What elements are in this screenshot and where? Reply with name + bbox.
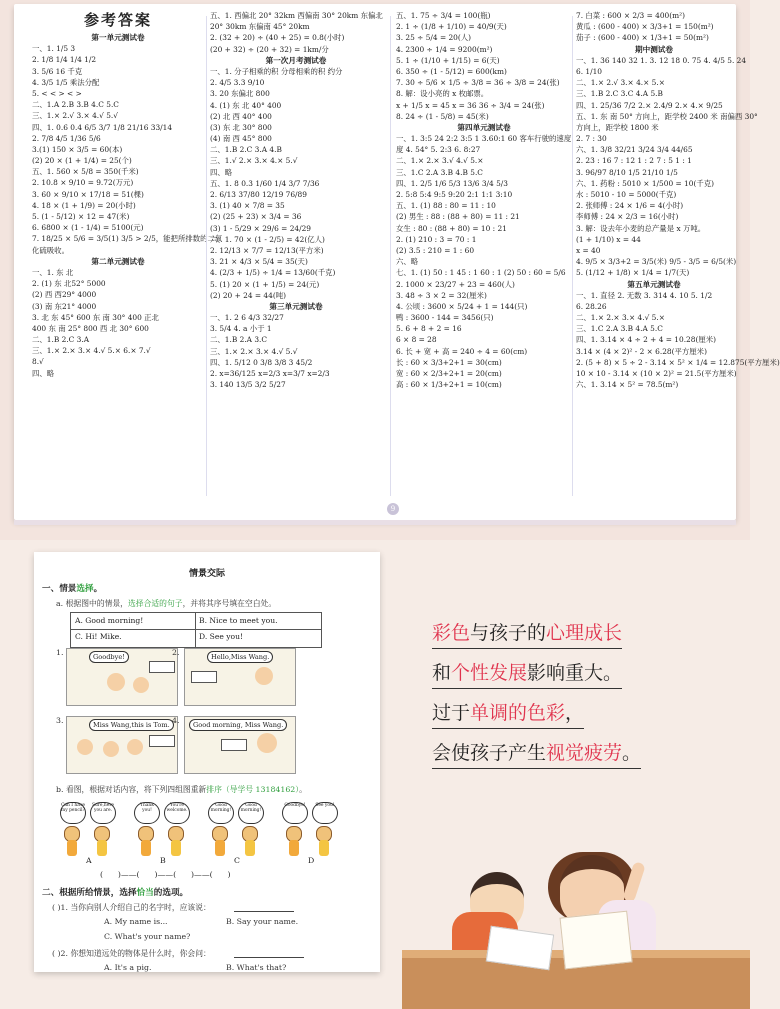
answer-line: 女生 : 80 : (88 + 80) = 10 : 21: [396, 223, 507, 233]
answer-line: 四、1. 25/36 7/2 2.× 2.4/9 2.× 4.× 9/25: [576, 100, 723, 110]
answer-line: 6. 28.26: [576, 301, 607, 311]
answer-line: 三、1.C 2.A 3.B 4.B 5.C: [396, 167, 483, 177]
answer-line: 3. 20 东偏北 800: [210, 89, 270, 99]
answer-line: 三、1.× 2.× 3.× 4.√ 5.× 6.× 7.√: [32, 346, 151, 356]
child-figure: [257, 733, 277, 753]
answer-line: 3. 140 13/5 3/2 5/27: [210, 380, 286, 390]
answer-line: 2. 23 : 16 7 : 12 1 : 2 7 : 5 1 : 1: [576, 156, 692, 166]
answer-line: (1 + 1/10) x = 44: [576, 234, 641, 244]
answer-column-4: [576, 10, 780, 390]
answer-column-2: [210, 10, 382, 390]
answer-line: 4. (2/3 + 1/5) ÷ 1/4 = 13/60(千克): [210, 268, 336, 278]
answer-line: 三、1.× 2.√ 3.× 4.√ 5.√: [32, 111, 118, 121]
answer-line: 宽 : 60 × 2/3+2+1 = 20(cm): [396, 369, 502, 378]
answer-line: (3) 南 东21° 4000: [32, 301, 97, 311]
exercise-title: 情景交际: [188, 569, 225, 579]
answer-line: (2) 20 + 24 = 44(吨): [210, 290, 286, 300]
answer-line: 5. 1 ÷ (1/10 + 1/15) = 6(天): [396, 55, 500, 65]
answer-line: 五、1. (1) 88 : 80 = 11 : 10: [396, 201, 496, 211]
scene-1: [66, 648, 178, 706]
answer-line: 方向上，距学校 1800 米: [576, 122, 659, 132]
answer-line: 6. 6800 × (1 - 1/4) = 5100(元): [32, 223, 144, 233]
answer-line: 5. (1/12 + 1/8) × 1/4 = 1/7(天): [576, 268, 690, 278]
answer-line: 20° 30km 东偏南 45° 20km: [210, 22, 310, 32]
answer-blank[interactable]: [221, 739, 247, 751]
answer-line: 一、1. 1/5 3: [32, 44, 76, 54]
kid-speech-bubble: Good morning!: [208, 802, 234, 824]
answer-line: (2) 男生 : 88 : (88 + 80) = 11 : 21: [396, 212, 520, 222]
answer-blank[interactable]: [149, 735, 175, 747]
answer-line: 3. 5/6 16 千克: [32, 66, 83, 76]
drawing-paper: [559, 911, 632, 970]
kid-speech-bubble: Thank you!: [134, 802, 160, 824]
answer-line: (2) 20 × (1 + 1/4) = 25(个): [32, 156, 132, 166]
q1-option-c[interactable]: C. What's your name?: [104, 932, 191, 941]
kid-body: [67, 840, 77, 856]
answer-column-3: [396, 10, 572, 390]
answer-line: 一、1. 36 140 32 1. 3. 12 18 0. 75 4. 4/5 5. 24: [576, 55, 747, 65]
answer-line: 5. < < > < >: [32, 88, 82, 98]
child-figure: [77, 739, 93, 755]
kid-body: [245, 840, 255, 856]
answer-line: 3. 25 ÷ 5/4 = 20(人): [396, 33, 472, 43]
answer-title: 参考答案: [83, 11, 152, 29]
option-a: A. Good morning!: [75, 616, 144, 625]
answer-line: (20 + 32) ÷ (20 + 32) = 1km/分: [210, 44, 329, 54]
answer-underline: [234, 957, 304, 958]
answer-line: x = 40: [576, 245, 601, 255]
answer-line: 4. 3/5 1/5 乘法分配: [32, 77, 100, 87]
group-label: D: [308, 856, 315, 865]
answer-line: 2. 1000 × 23/27 + 23 = 460(人): [396, 279, 515, 289]
answer-line: 五、1. 8 0.3 1/60 1/4 3/7 7/36: [210, 178, 320, 188]
answer-line: 3. 96/97 8/10 1/5 21/10 1/5: [576, 167, 678, 177]
slogan-line: [432, 738, 641, 769]
answer-blank[interactable]: [191, 671, 217, 683]
answer-line: 四、略: [210, 167, 233, 177]
scene-4: [184, 716, 296, 774]
answer-line: 六、1. 药粉 : 5010 × 1/500 = 10(千克): [576, 178, 714, 188]
options-divider: [195, 613, 196, 647]
group-label: B: [160, 856, 166, 865]
options-box: [70, 612, 322, 648]
answer-line: 二、1.B 2.C 3.A 4.B: [210, 145, 282, 155]
child-figure: [103, 741, 119, 757]
answer-line: 5. (1) 20 × (1 + 1/5) = 24(元): [210, 279, 320, 289]
answer-section-heading: 期中测试卷: [635, 44, 673, 54]
q1-option-a[interactable]: A. My name is...: [104, 917, 168, 926]
answer-line: 6. 长 + 宽 + 高 = 240 ÷ 4 = 60(cm): [396, 346, 528, 356]
answer-line: 2. 12/13 × 7/7 = 12/13(平方米): [210, 245, 324, 255]
slogan-line: [432, 618, 622, 649]
slogan-text: 影响重大。: [527, 662, 623, 684]
kid-speech-bubble: Good morning!: [238, 802, 264, 824]
column-divider: [390, 16, 391, 496]
answer-blank[interactable]: [149, 661, 175, 673]
answer-line: 一、1. 东 北: [32, 267, 74, 277]
options-divider: [71, 629, 321, 630]
slogan-text: 。: [622, 742, 642, 764]
answer-line: 七、1. (1) 50 : 1 45 : 1 60 : 1 (2) 50 : 60 = 5/6: [396, 268, 566, 278]
slogan-text: 会使孩子产生: [432, 742, 547, 764]
answer-line: 六、1. 3.14 × 5² = 78.5(m²): [576, 380, 679, 390]
answer-line: 二、1.B 2.C 3.A: [32, 335, 90, 345]
answer-line: 四、1. 0.6 0.4 6/5 3/7 1/8 21/16 33/14: [32, 122, 173, 132]
answer-line: 二、1.× 2.× 3.√ 4.√ 5.×: [396, 156, 484, 166]
column-divider: [572, 16, 573, 496]
scene-bubble: Hello,Miss Wang.: [207, 651, 273, 663]
answer-line: 三、1.B 2.C 3.C 4.A 5.B: [576, 89, 663, 99]
answer-line: 一、1. 分子相乘的积 分母相乘的积 约分: [210, 66, 343, 76]
answer-line: 3. 21 × 4/3 × 5/4 = 35(天): [210, 257, 308, 267]
child-figure: [107, 673, 125, 691]
group-label: A: [86, 856, 92, 865]
answer-section-heading: 第四单元测试卷: [457, 122, 511, 132]
answer-line: (2) (25 + 23) × 3/4 = 36: [210, 212, 302, 222]
answer-column-1: [32, 10, 223, 379]
answer-line: 6. 1/10: [576, 66, 602, 76]
q2-option-b[interactable]: B. What's that?: [226, 963, 287, 972]
answer-line: 六、1. 3/8 32/21 3/24 3/4 44/65: [576, 145, 693, 155]
answer-line: 2. (5 + 8) × 5 ÷ 2 - 3.14 × 5² × 1/4 = 12.875(平方厘米): [576, 357, 780, 367]
answer-line: 四、略: [32, 368, 55, 378]
answer-key-page: [14, 4, 780, 520]
answer-line: (4) 南 西 45° 800: [210, 134, 272, 144]
answer-line: 李师傅 : 24 × 2/3 = 16(小时): [576, 212, 679, 222]
slogan-highlight: 个性发展: [451, 662, 528, 684]
slogan-text: 过于: [432, 702, 471, 724]
scene-bubble: Good morning, Miss Wang.: [189, 719, 287, 731]
answer-line: 2. 4/5 3.3 9/10: [210, 78, 265, 88]
scene-number: 4.: [172, 716, 180, 725]
scene-number: 2.: [172, 648, 180, 657]
kid-body: [171, 840, 181, 856]
answer-line: 长 : 60 × 3/3+2+1 = 30(cm): [396, 357, 502, 367]
answer-line: 7. 30 ÷ 5/6 × 1/5 ÷ 3/8 = 36 ÷ 3/8 = 24(张): [396, 78, 560, 88]
answer-line: 六、略: [396, 257, 419, 267]
answer-line: 7. 白菜 : 600 × 2/3 = 400(m²): [576, 11, 685, 20]
answer-line: 三、1.√ 2.× 3.× 4.× 5.√: [210, 156, 298, 166]
scene-number: 1.: [56, 648, 64, 657]
answer-line: 黄瓜 : (600 - 400) × 3/3+1 = 150(m²): [576, 22, 714, 32]
slogan-text: 和: [432, 662, 452, 684]
answer-line: 2. x=36/125 x=2/3 x=3/7 x=2/3: [210, 369, 330, 378]
scene-number: 3.: [56, 716, 64, 725]
slogan-highlight: 视觉疲劳: [546, 742, 623, 764]
kid-body: [97, 840, 107, 856]
answer-line: 四、1. 5/12 0 3/8 3/8 3 45/2: [210, 357, 313, 367]
child-figure: [133, 677, 149, 693]
answer-line: 五、1. 560 × 5/8 = 350(千米): [32, 167, 139, 177]
answer-line: 四、1. 3.14 × 4 ÷ 2 + 4 = 10.28(厘米): [576, 335, 717, 345]
answer-line: 高 : 60 × 1/3+2+1 = 10(cm): [396, 380, 502, 390]
answer-line: (3) 1 - 5/29 × 29/6 = 24/29: [210, 223, 311, 233]
answer-line: 10 × 10 - 3.14 × (10 × 2)² = 21.5(平方厘米): [576, 369, 737, 378]
slogan-line: [432, 658, 622, 689]
slogan-line: [432, 698, 584, 729]
answer-line: 2. (1) 东 北52° 5000: [32, 279, 106, 289]
answer-line: x + 1/5 x = 45 x = 36 36 ÷ 3/4 = 24(张): [396, 100, 545, 110]
answer-line: 4. 9/5 × 3/3+2 = 3/5(米) 9/5 - 3/5 = 6/5(米): [576, 257, 737, 267]
instruction-b: b. 看图，根据对话内容，将下列四组图重新排序（导学号 13184162）。: [56, 785, 307, 794]
answer-line: 一、1. 直径 2. 无数 3. 314 4. 10 5. 1/2: [576, 290, 713, 300]
answer-line: 2. 1 ÷ (1/8 + 1/10) = 40/9(天): [396, 22, 507, 32]
answer-line: 4. (1) 东 北 40° 400: [210, 100, 282, 110]
group-label: C: [234, 856, 240, 865]
answer-line: 2. 5:8 5:4 9:5 9:20 2:1 1:1 3:10: [396, 190, 513, 199]
answer-line: 5. (1 - 5/12) × 12 = 47(米): [32, 212, 130, 221]
answer-line: 茄子 : (600 - 400) × 1/3+1 = 50(m²): [576, 33, 709, 43]
slogan-highlight: 心理成长: [546, 622, 623, 644]
answer-underline: [234, 911, 294, 912]
page-number: 9: [387, 503, 399, 515]
kid-speech-bubble: Can I have my pencil?: [60, 802, 86, 824]
answer-line: 8.√: [32, 357, 44, 367]
answer-line: 四、1. 2/5 1/6 5/3 13/6 3/4 5/3: [396, 178, 508, 188]
answer-line: 4. 18 × (1 + 1/9) = 20(小时): [32, 200, 136, 210]
answer-line: 化硫吸收。: [32, 245, 69, 255]
q1-option-b[interactable]: B. Say your name.: [226, 917, 299, 926]
answer-line: 2. (1) 210 : 3 = 70 : 1: [396, 234, 477, 244]
answer-line: 3. 60 × 9/10 × 17/18 = 51(棵): [32, 189, 144, 199]
kid-speech-bubble: You're welcome.: [164, 802, 190, 824]
answer-line: 二、1.× 2.× 3.× 4.√ 5.×: [576, 313, 665, 323]
kid-body: [289, 840, 299, 856]
answer-section-heading: 第二单元测试卷: [91, 256, 145, 266]
page-edge: [14, 520, 736, 525]
answer-line: 3. 解：设去年小麦的总产量是 x 万吨。: [576, 223, 706, 233]
q2-option-a[interactable]: A. It's a pig.: [104, 963, 152, 972]
answer-section-heading: 第三单元测试卷: [269, 301, 323, 311]
answer-line: 二、1.A 2.B 3.B 4.C 5.C: [32, 100, 119, 110]
answer-line: 7. 18/25 × 5/6 = 3/5(1) 3/5 > 2/5，能把所排数的二氧: [32, 234, 223, 244]
scene-3: [66, 716, 178, 774]
question-2: ( )2. 你想知道远处的物体是什么时，你会问：: [52, 949, 211, 958]
answer-line: 五、1. 75 ÷ 3/4 = 100(瓶): [396, 11, 491, 20]
answer-line: 2. 7/8 4/5 1/36 5/6: [32, 133, 101, 143]
answer-line: 五、1. 西偏北 20° 32km 西偏南 30° 20km 东偏北: [210, 11, 383, 20]
answer-line: 六、1. 70 × (1 - 2/5) = 42(亿人): [210, 234, 325, 244]
child-figure: [255, 667, 273, 685]
answer-line: 2. 1/8 1/4 1/4 1/2: [32, 55, 97, 65]
answer-line: 8. 解：设小亮的 x 枚邮票。: [396, 89, 489, 99]
slogan-highlight: 彩色: [432, 622, 471, 644]
answer-line: (2) 北 西 40° 400: [210, 111, 272, 121]
answer-line: 二、1.B 2.A 3.C: [210, 335, 268, 345]
section-1-heading: 一、情景选择。: [42, 584, 103, 594]
option-c: C. Hi! Mike.: [75, 632, 122, 641]
kid-body: [215, 840, 225, 856]
question-1: ( )1. 当你向别人介绍自己的名字时，应该说：: [52, 903, 211, 912]
kid-speech-bubble: Sure,here you are.: [90, 802, 116, 824]
answer-line: 五、1. 东 南 50° 方向上，距学校 2400 米 南偏西 30°: [576, 111, 758, 121]
child-figure: [127, 739, 143, 755]
answer-line: 8. 24 ÷ (1 - 5/8) = 45(米): [396, 111, 489, 121]
answer-line: 6 × 8 = 28: [396, 335, 437, 345]
option-b: B. Nice to meet you.: [199, 616, 278, 625]
answer-line: 水 : 5010 - 10 = 5000(千克): [576, 190, 677, 199]
scene-bubble: Goodbye!: [89, 651, 129, 663]
kid-body: [141, 840, 151, 856]
answer-section-heading: 第一单元测试卷: [91, 33, 145, 42]
answer-line: 4. 2300 ÷ 1/4 = 9200(m²): [396, 44, 493, 54]
slogan-text: 与孩子的: [470, 622, 547, 644]
scene-bubble: Miss Wang,this is Tom.: [89, 719, 174, 731]
answer-line: 三、1.× 2.× 3.× 4.√ 5.√: [210, 346, 298, 356]
scene-2: [184, 648, 296, 706]
option-d: D. See you!: [199, 632, 244, 641]
kid-body: [319, 840, 329, 856]
answer-line: (3) 东 北 30° 800: [210, 122, 272, 132]
column-divider: [206, 16, 207, 496]
answer-line: 3. 5/4 4. a 小于 1: [210, 324, 272, 334]
instruction-a: a. 根据图中的情景，选择合适的句子，并将其序号填在空白处。: [56, 599, 277, 608]
answer-line: 度 4. 54° 5. 2:3 6. 8:27: [396, 145, 481, 155]
section-2-heading: 二、根据所给情景，选择恰当的选项。: [42, 888, 189, 898]
answer-line: (2) 西 西29° 4000: [32, 290, 97, 300]
answer-line: 3.(1) 150 × 3/5 = 60(本): [32, 144, 123, 154]
answer-line: 3.14 × (4 × 2)² - 2 × 6.28(平方厘米): [576, 346, 707, 356]
answer-line: (2) 3.5 : 210 = 1 : 60: [396, 245, 475, 255]
answer-line: 3. 48 ÷ 3 × 2 = 32(厘米): [396, 290, 487, 300]
answer-line: 2. 6/13 37/80 12/19 76/89: [210, 190, 307, 199]
answer-line: 2. 10.8 × 9/10 = 9.72(万元): [32, 178, 134, 188]
kid-speech-bubble: Goodbye!: [282, 802, 308, 824]
answer-line: 2. (32 + 20) ÷ (40 + 25) = 0.8(小时): [210, 33, 345, 43]
answer-line: 6. 350 ÷ (1 - 5/12) = 600(km): [396, 66, 507, 76]
answer-section-heading: 第五单元测试卷: [627, 279, 681, 289]
kid-speech-bubble: See you!: [312, 802, 338, 824]
slogan-highlight: 单调的色彩: [470, 702, 566, 724]
answer-line: 2. 张师傅 : 24 × 1/6 = 4(小时): [576, 201, 684, 211]
slogan-text: ，: [565, 702, 585, 724]
answer-line: 2. 7 : 30: [576, 134, 607, 144]
answer-line: 3. 北 东 45° 600 东 南 30° 400 正北: [32, 312, 159, 322]
answer-line: 三、1.C 2.A 3.B 4.A 5.C: [576, 324, 663, 334]
order-sequence-blanks[interactable]: ( )——( )——( )——( ): [100, 870, 231, 879]
answer-line: 二、1.× 2.√ 3.× 4.× 5.×: [576, 78, 665, 88]
answer-line: 4. 公顷 : 3600 × 5/24 + 1 = 144(只): [396, 301, 528, 311]
answer-section-heading: 第一次月考测试卷: [265, 55, 327, 65]
answer-line: 一、1. 3:5 24 2:2 3:5 1 3.60:1 60 客车行驶的速度: [396, 134, 572, 144]
answer-line: 400 东 南 25° 800 西 北 30° 600: [32, 323, 149, 333]
answer-line: 3. (1) 40 × 7/8 = 35: [210, 201, 285, 211]
answer-line: 一、1. 2 6 4/3 32/27: [210, 313, 284, 323]
answer-line: 鸭 : 3600 - 144 = 3456(只): [396, 313, 494, 323]
answer-line: 5. 6 + 8 + 2 = 16: [396, 324, 462, 334]
